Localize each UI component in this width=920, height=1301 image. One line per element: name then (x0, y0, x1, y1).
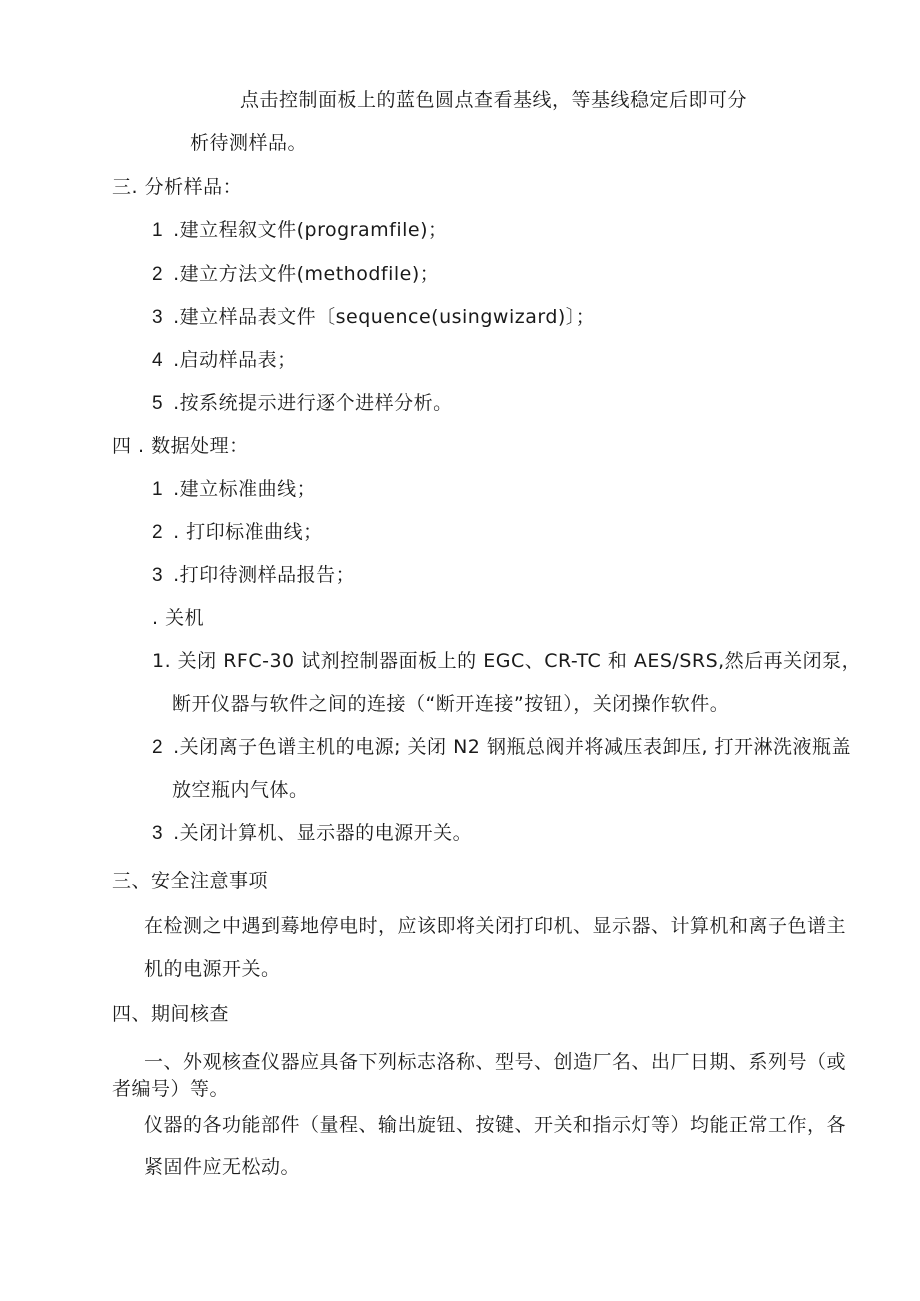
shutdown-item-number: 3 (152, 823, 164, 844)
data-item-3 (152, 563, 355, 588)
shutdown-item-text: .关闭离子色谱主机的电源; 关闭 N2 钢瓶总阀并将减压表卸压, 打开淋洗液瓶盖 (173, 736, 852, 758)
check-heading: 四、期间核查 (112, 1003, 230, 1025)
shutdown-item1-line2: 断开仪器与软件之间的连接（“断开连接”按钮），关闭操作软件。 (172, 693, 730, 715)
analysis-item-text: .建立样品表文件〔sequence(usingwizard)〕； (173, 306, 596, 328)
shutdown-item-text: .关闭计算机、显示器的电源开关。 (173, 822, 473, 844)
analysis-item-number: 4 (152, 350, 164, 371)
analysis-item-text: .建立方法文件(methodfile)； (173, 263, 440, 285)
analysis-item-number: 3 (152, 307, 164, 328)
analysis-heading: 三. 分析样品： (112, 176, 243, 198)
check-para2-line1: 仪器的各功能部件（量程、输出旋钮、按键、开关和指示灯等）均能正常工作，各 (144, 1114, 847, 1136)
shutdown-item3 (152, 821, 472, 846)
safety-line2: 机的电源开关。 (144, 958, 281, 980)
analysis-item-3 (152, 305, 595, 330)
analysis-item-1 (152, 218, 447, 243)
analysis-item-5 (152, 391, 453, 416)
analysis-item-text: .按系统提示进行逐个进样分析。 (173, 392, 453, 414)
data-item-number: 3 (152, 565, 164, 586)
data-item-number: 2 (152, 522, 164, 543)
baseline-para-line2: 析待测样品。 (190, 132, 308, 154)
analysis-item-number: 1 (152, 220, 164, 241)
shutdown-item-number: 2 (152, 737, 164, 758)
data-heading: 四 . 数据处理： (112, 435, 249, 457)
shutdown-item1-line1: 1. 关闭 RFC-30 试剂控制器面板上的 EGC、CR-TC 和 AES/SRS,然后再关闭泵， (152, 650, 862, 672)
analysis-item-4 (152, 348, 297, 373)
shutdown-heading: . 关机 (152, 607, 205, 629)
check-para1-line1: 一、外观核查仪器应具备下列标志洛称、型号、创造厂名、出厂日期、系列号（或 (144, 1051, 847, 1073)
data-item-2 (152, 520, 323, 545)
analysis-item-text: .建立程叙文件(programfile)； (173, 219, 448, 241)
safety-heading: 三、安全注意事项 (112, 870, 269, 892)
shutdown-item2-line1 (152, 735, 851, 760)
check-para1-line2: 者编号）等。 (112, 1078, 230, 1100)
data-item-1 (152, 477, 316, 502)
check-para2-line2: 紧固件应无松动。 (144, 1156, 301, 1178)
analysis-item-number: 5 (152, 393, 164, 414)
data-item-text: .建立标准曲线； (173, 478, 317, 500)
analysis-item-text: .启动样品表； (173, 349, 297, 371)
baseline-para-line1: 点击控制面板上的蓝色圆点查看基线，等基线稳定后即可分 (240, 89, 748, 111)
data-item-text: . 打印标准曲线； (173, 521, 323, 543)
safety-line1: 在检测之中遇到蓦地停电时，应该即将关闭打印机、显示器、计算机和离子色谱主 (144, 915, 847, 937)
data-item-text: .打印待测样品报告； (173, 564, 356, 586)
data-item-number: 1 (152, 479, 164, 500)
shutdown-item2-line2: 放空瓶内气体。 (172, 779, 309, 801)
analysis-item-2 (152, 262, 439, 287)
analysis-item-number: 2 (152, 264, 164, 285)
